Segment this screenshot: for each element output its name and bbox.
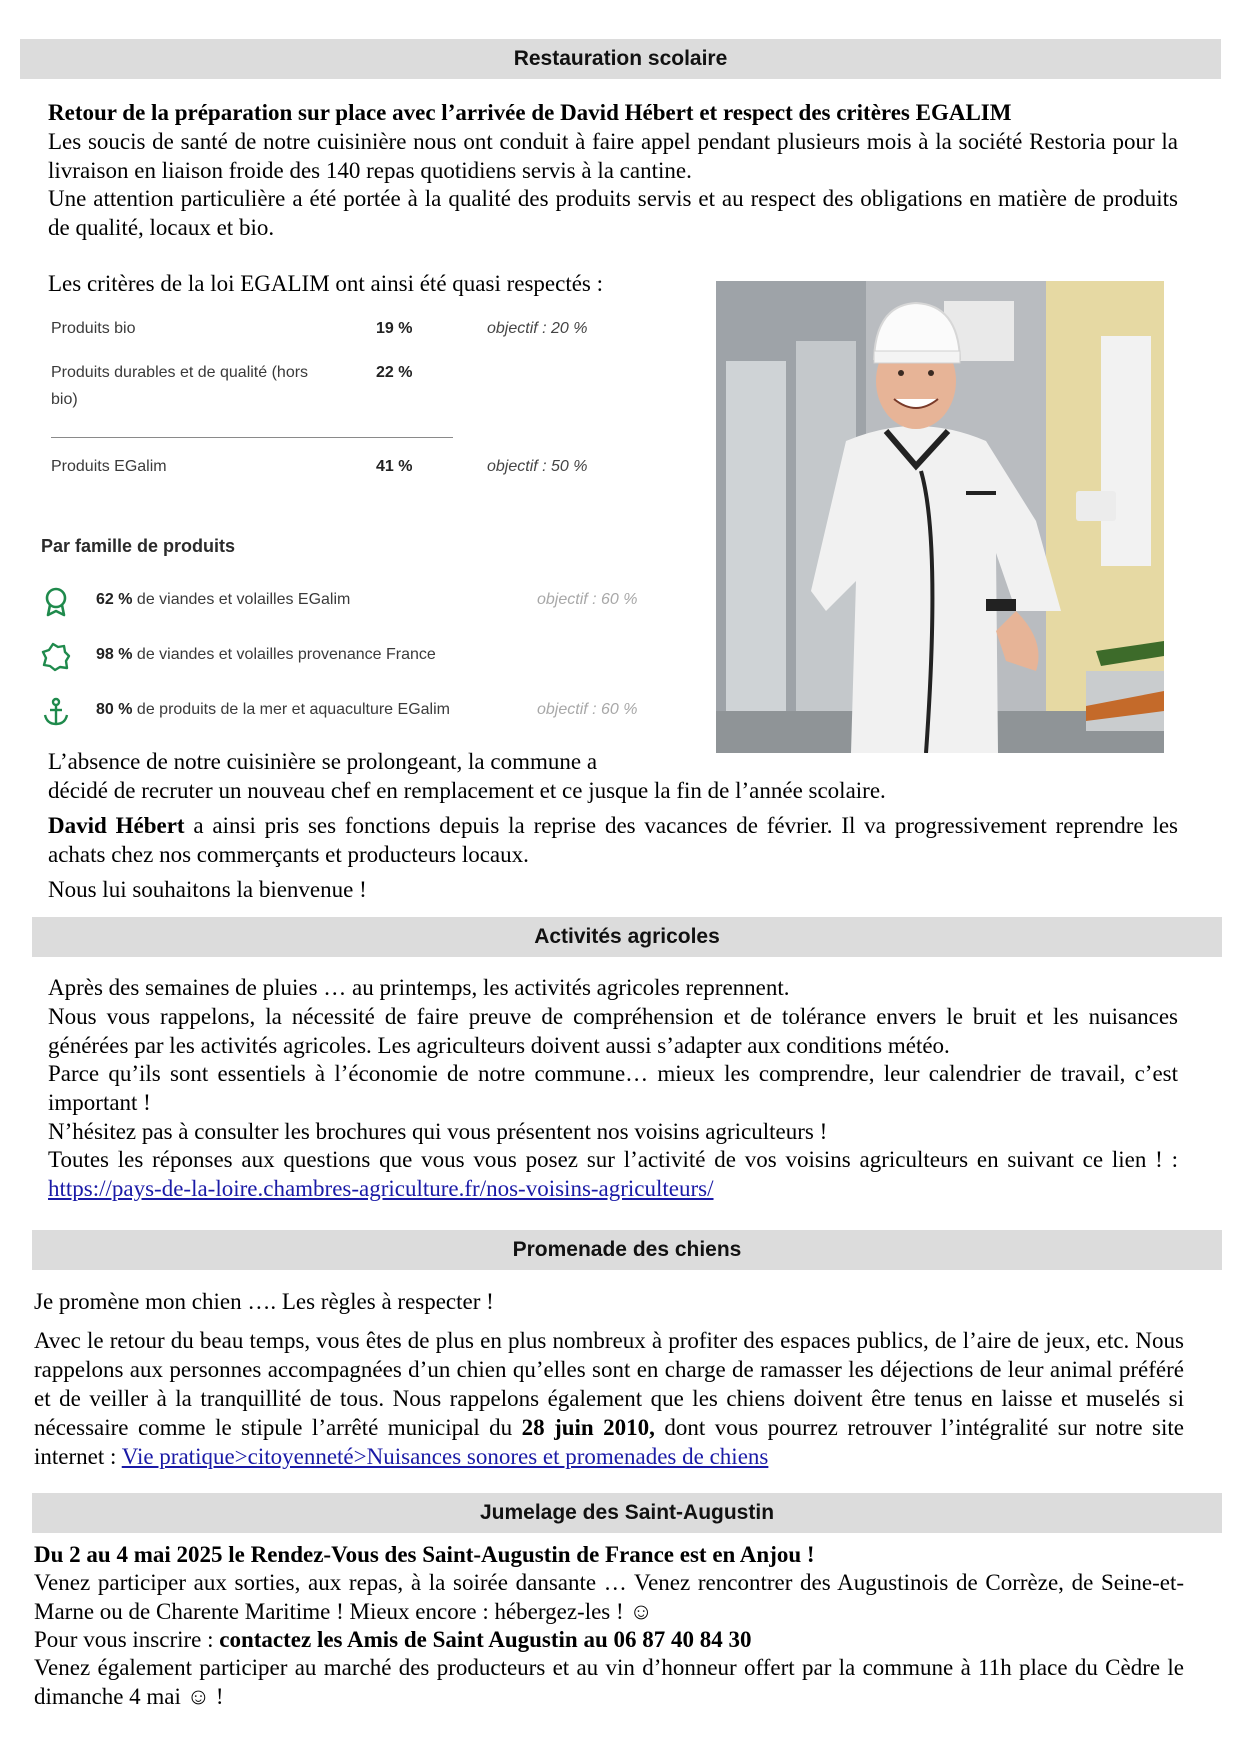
- stat-label: Produits durables et de qualité (hors: [51, 364, 309, 381]
- family-value: 80 %: [96, 701, 133, 718]
- dogs-line-1: Je promène mon chien …. Les règles à respecter !: [34, 1289, 494, 1314]
- chef-name: David Hébert: [48, 813, 185, 838]
- agri-line-1: Après des semaines de pluies … au printemps, les activités agricoles reprennent.: [48, 975, 790, 1000]
- family-value: 62 %: [96, 591, 133, 608]
- family-text: de viandes et volailles provenance France: [136, 646, 436, 663]
- family-objective: objectif : 60 %: [537, 591, 638, 608]
- criteria-intro: Les critères de la loi EGALIM ont ainsi été quasi respectés :: [48, 271, 604, 296]
- agri-line-3: Parce qu’ils sont essentiels à l’économie de notre commune… mieux les comprendre, leur calendrier de travail, c’est important !: [48, 1061, 1178, 1115]
- section-header-agricoles: Activités agricoles: [32, 917, 1222, 957]
- agri-line-2: Nous vous rappelons, la nécessité de faire preuve de compréhension et de tolérance envers le bruit et les nuisances générées par les activités agricoles. Les agriculteurs doivent aussi s’adapter aux conditions météo.: [48, 1004, 1178, 1058]
- welcome-line: Nous lui souhaitons la bienvenue !: [48, 877, 367, 902]
- family-value: 98 %: [96, 646, 133, 663]
- stat-label: Produits bio: [51, 320, 136, 337]
- resto-paragraph-3a: L’absence de notre cuisinière se prolongeant, la commune a: [48, 749, 598, 774]
- family-row: [96, 701, 450, 719]
- section-header-jumelage: Jumelage des Saint-Augustin: [32, 1493, 1222, 1533]
- dogs-paragraph-text-2: dont vous pourrez retrouver l’intégralité sur notre site internet :: [34, 1415, 1185, 1469]
- jumelage-title: Du 2 au 4 mai 2025 le Rendez-Vous des Saint-Augustin de France est en Anjou !: [34, 1542, 815, 1567]
- chef-photo: [716, 281, 1164, 753]
- france-map-icon: [41, 642, 71, 672]
- nuisances-page-link[interactable]: Vie pratique>citoyenneté>Nuisances sonores et promenades de chiens: [121, 1444, 769, 1469]
- jumelage-line-1: Venez participer aux sorties, aux repas, à la soirée dansante … Venez rencontrer des Augustinois de Corrèze, de Seine-et-Marne ou de Charente Maritime ! Mieux encore : hébergez-les ! ☺: [34, 1570, 1184, 1624]
- dogs-paragraph: [34, 1326, 1184, 1471]
- family-row: [96, 646, 436, 664]
- anchor-icon: [41, 697, 71, 727]
- stat-value: 19 %: [376, 320, 413, 337]
- agri-line-5: [48, 1145, 1178, 1203]
- section-header-restauration: Restauration scolaire: [20, 39, 1221, 79]
- stat-objective: objectif : 50 %: [487, 458, 588, 475]
- resto-paragraph-2: Une attention particulière a été portée à la qualité des produits servis et au respect des obligations en matière de produits de qualité, locaux et bio.: [48, 186, 1178, 240]
- contact-info: contactez les Amis de Saint Augustin au 06 87 40 84 30: [219, 1627, 752, 1652]
- lead-title: Retour de la préparation sur place avec l’arrivée de David Hébert et respect des critères EGALIM: [48, 100, 1012, 125]
- jumelage-line-3: Venez également participer au marché des producteurs et au vin d’honneur offert par la commune à 11h place du Cèdre le dimanche 4 mai ☺ !: [34, 1655, 1184, 1709]
- chef-photo-image: [716, 281, 1164, 753]
- chambres-agriculture-link[interactable]: https://pays-de-la-loire.chambres-agriculture.fr/nos-voisins-agriculteurs/: [48, 1176, 714, 1201]
- stat-label: Produits EGalim: [51, 458, 167, 475]
- stat-divider: [51, 437, 453, 438]
- section-header-chiens: Promenade des chiens: [32, 1230, 1222, 1270]
- resto-paragraph-4-text: a ainsi pris ses fonctions depuis la reprise des vacances de février. Il va progressivement reprendre les achats chez nos commerçants et producteurs locaux.: [48, 813, 1178, 867]
- stat-objective: objectif : 20 %: [487, 320, 588, 337]
- family-row: [96, 591, 350, 609]
- stat-value: 22 %: [376, 364, 413, 381]
- jumelage-line-2-text: Pour vous inscrire :: [34, 1627, 220, 1652]
- dogs-paragraph-text: Avec le retour du beau temps, vous êtes de plus en plus nombreux à profiter des espaces publics, de l’aire de jeux, etc. Nous rappelons aux personnes accompagnées d’un chien qu’elles sont en charge de ramasser les déjections de leur animal préféré et de veiller à la tranquillité de tous. Nous rappelons également que les chiens doivent être tenus en laisse et muselés si nécessaire comme le stipule l’arrêté municipal du: [34, 1328, 1184, 1440]
- family-text: de produits de la mer et aquaculture EGalim: [136, 701, 450, 718]
- resto-paragraph-1: Les soucis de santé de notre cuisinière nous ont conduit à faire appel pendant plusieurs mois à la société Restoria pour la livraison en liaison froide des 140 repas quotidiens servis à la cantine.: [48, 129, 1178, 183]
- family-text: de viandes et volailles EGalim: [136, 591, 351, 608]
- agri-line-5-text: Toutes les réponses aux questions que vous vous posez sur l’activité de vos voisins agriculteurs en suivant ce lien ! :: [48, 1147, 1178, 1172]
- agri-line-4: N’hésitez pas à consulter les brochures qui vous présentent nos voisins agriculteurs !: [48, 1119, 828, 1144]
- family-title: Par famille de produits: [41, 536, 236, 556]
- resto-paragraph-3b: décidé de recruter un nouveau chef en remplacement et ce jusque la fin de l’année scolaire.: [48, 778, 886, 803]
- resto-paragraph-4: [48, 811, 1178, 869]
- award-ribbon-icon: [42, 587, 70, 617]
- family-objective: objectif : 60 %: [537, 701, 638, 718]
- jumelage-line-2: [34, 1625, 1184, 1654]
- arrete-date: 28 juin 2010,: [521, 1415, 655, 1440]
- stat-value: 41 %: [376, 458, 413, 475]
- stat-label-continued: bio): [51, 391, 78, 408]
